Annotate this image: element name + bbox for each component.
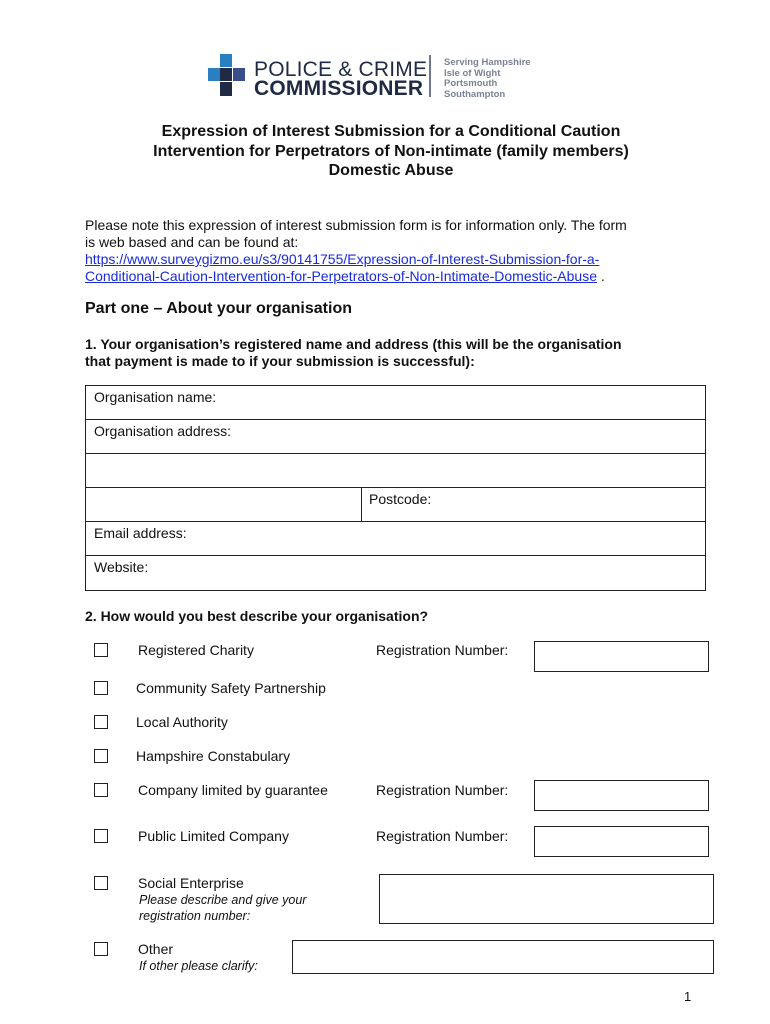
serving-areas (444, 58, 531, 100)
option-local-authority: Local Authority (136, 714, 228, 730)
logo-divider (429, 55, 431, 97)
title-line: Domestic Abuse (328, 162, 454, 179)
registration-number-label: Registration Number: (376, 782, 509, 798)
org-address-field[interactable] (86, 420, 705, 454)
social-enterprise-hint (139, 892, 306, 924)
title-line: Expression of Interest Submission for a Conditional Caution (161, 123, 621, 140)
social-enterprise-description-input[interactable] (379, 874, 714, 924)
company-registration-input[interactable] (534, 780, 709, 811)
serving-line: Serving Hampshire (444, 57, 531, 68)
logo-text-line1: POLICE & CRIME (254, 58, 428, 81)
survey-link-continued[interactable]: Conditional-Caution-Intervention-for-Perpetrators-of-Non-Intimate-Domestic-Abuse (85, 268, 597, 284)
hint-line: Please describe and give your (139, 893, 307, 907)
intro-line: Please note this expression of interest submission form is for information only. The form (85, 217, 627, 233)
page-number: 1 (684, 989, 692, 1004)
intro-paragraph (85, 217, 695, 285)
website-field[interactable] (86, 556, 705, 590)
option-registered-charity: Registered Charity (138, 642, 254, 658)
checkbox-other[interactable] (94, 942, 108, 956)
question-1 (85, 336, 622, 370)
checkbox-community-safety-partnership[interactable] (94, 681, 108, 695)
pcc-logo-icon (206, 52, 246, 100)
registration-number-label: Registration Number: (376, 642, 509, 658)
registration-number-label: Registration Number: (376, 828, 509, 844)
option-social-enterprise: Social Enterprise (138, 875, 244, 891)
org-address-postcode-row[interactable] (86, 488, 705, 522)
logo-text-line2: COMMISSIONER (254, 77, 424, 100)
checkbox-local-authority[interactable] (94, 715, 108, 729)
checkbox-company-limited-by-guarantee[interactable] (94, 783, 108, 797)
plc-registration-input[interactable] (534, 826, 709, 857)
checkbox-public-limited-company[interactable] (94, 829, 108, 843)
question-1-line: that payment is made to if your submission is successful): (85, 353, 475, 369)
title-line: Intervention for Perpetrators of Non-intimate (family members) (153, 142, 629, 160)
document-title (80, 122, 702, 181)
postcode-label: Postcode: (369, 491, 432, 507)
email-label: Email address: (94, 525, 187, 541)
option-company-limited-by-guarantee: Company limited by guarantee (138, 782, 328, 798)
serving-line: Portsmouth (444, 78, 498, 89)
serving-line: Isle of Wight (444, 67, 501, 79)
email-field[interactable] (86, 522, 705, 556)
option-hampshire-constabulary: Hampshire Constabulary (136, 748, 291, 764)
option-community-safety-partnership: Community Safety Partnership (136, 680, 326, 696)
other-clarify-input[interactable] (292, 940, 714, 974)
organisation-details-table (85, 385, 706, 591)
section-heading: Part one – About your organisation (85, 300, 352, 317)
survey-link[interactable]: https://www.surveygizmo.eu/s3/90141755/Expression-of-Interest-Submission-for-a- (85, 251, 600, 267)
checkbox-social-enterprise[interactable] (94, 876, 108, 890)
hint-line: registration number: (139, 909, 251, 923)
other-hint: If other please clarify: (139, 959, 258, 973)
option-other: Other (138, 941, 174, 957)
org-address-line-field[interactable] (86, 454, 705, 488)
checkbox-hampshire-constabulary[interactable] (94, 749, 108, 763)
question-2: 2. How would you best describe your organisation? (85, 608, 429, 624)
link-suffix: . (597, 268, 605, 284)
option-public-limited-company: Public Limited Company (138, 828, 289, 844)
charity-registration-input[interactable] (534, 641, 709, 672)
postcode-divider (361, 488, 362, 521)
org-name-label: Organisation name: (94, 389, 217, 405)
org-address-label: Organisation address: (94, 423, 231, 439)
checkbox-registered-charity[interactable] (94, 643, 108, 657)
website-label: Website: (94, 559, 149, 575)
org-name-field[interactable] (86, 386, 705, 420)
serving-line: Southampton (444, 88, 506, 100)
question-1-line: 1. Your organisation’s registered name and address (this will be the organisation (85, 336, 622, 352)
intro-line: is web based and can be found at: (85, 234, 299, 250)
